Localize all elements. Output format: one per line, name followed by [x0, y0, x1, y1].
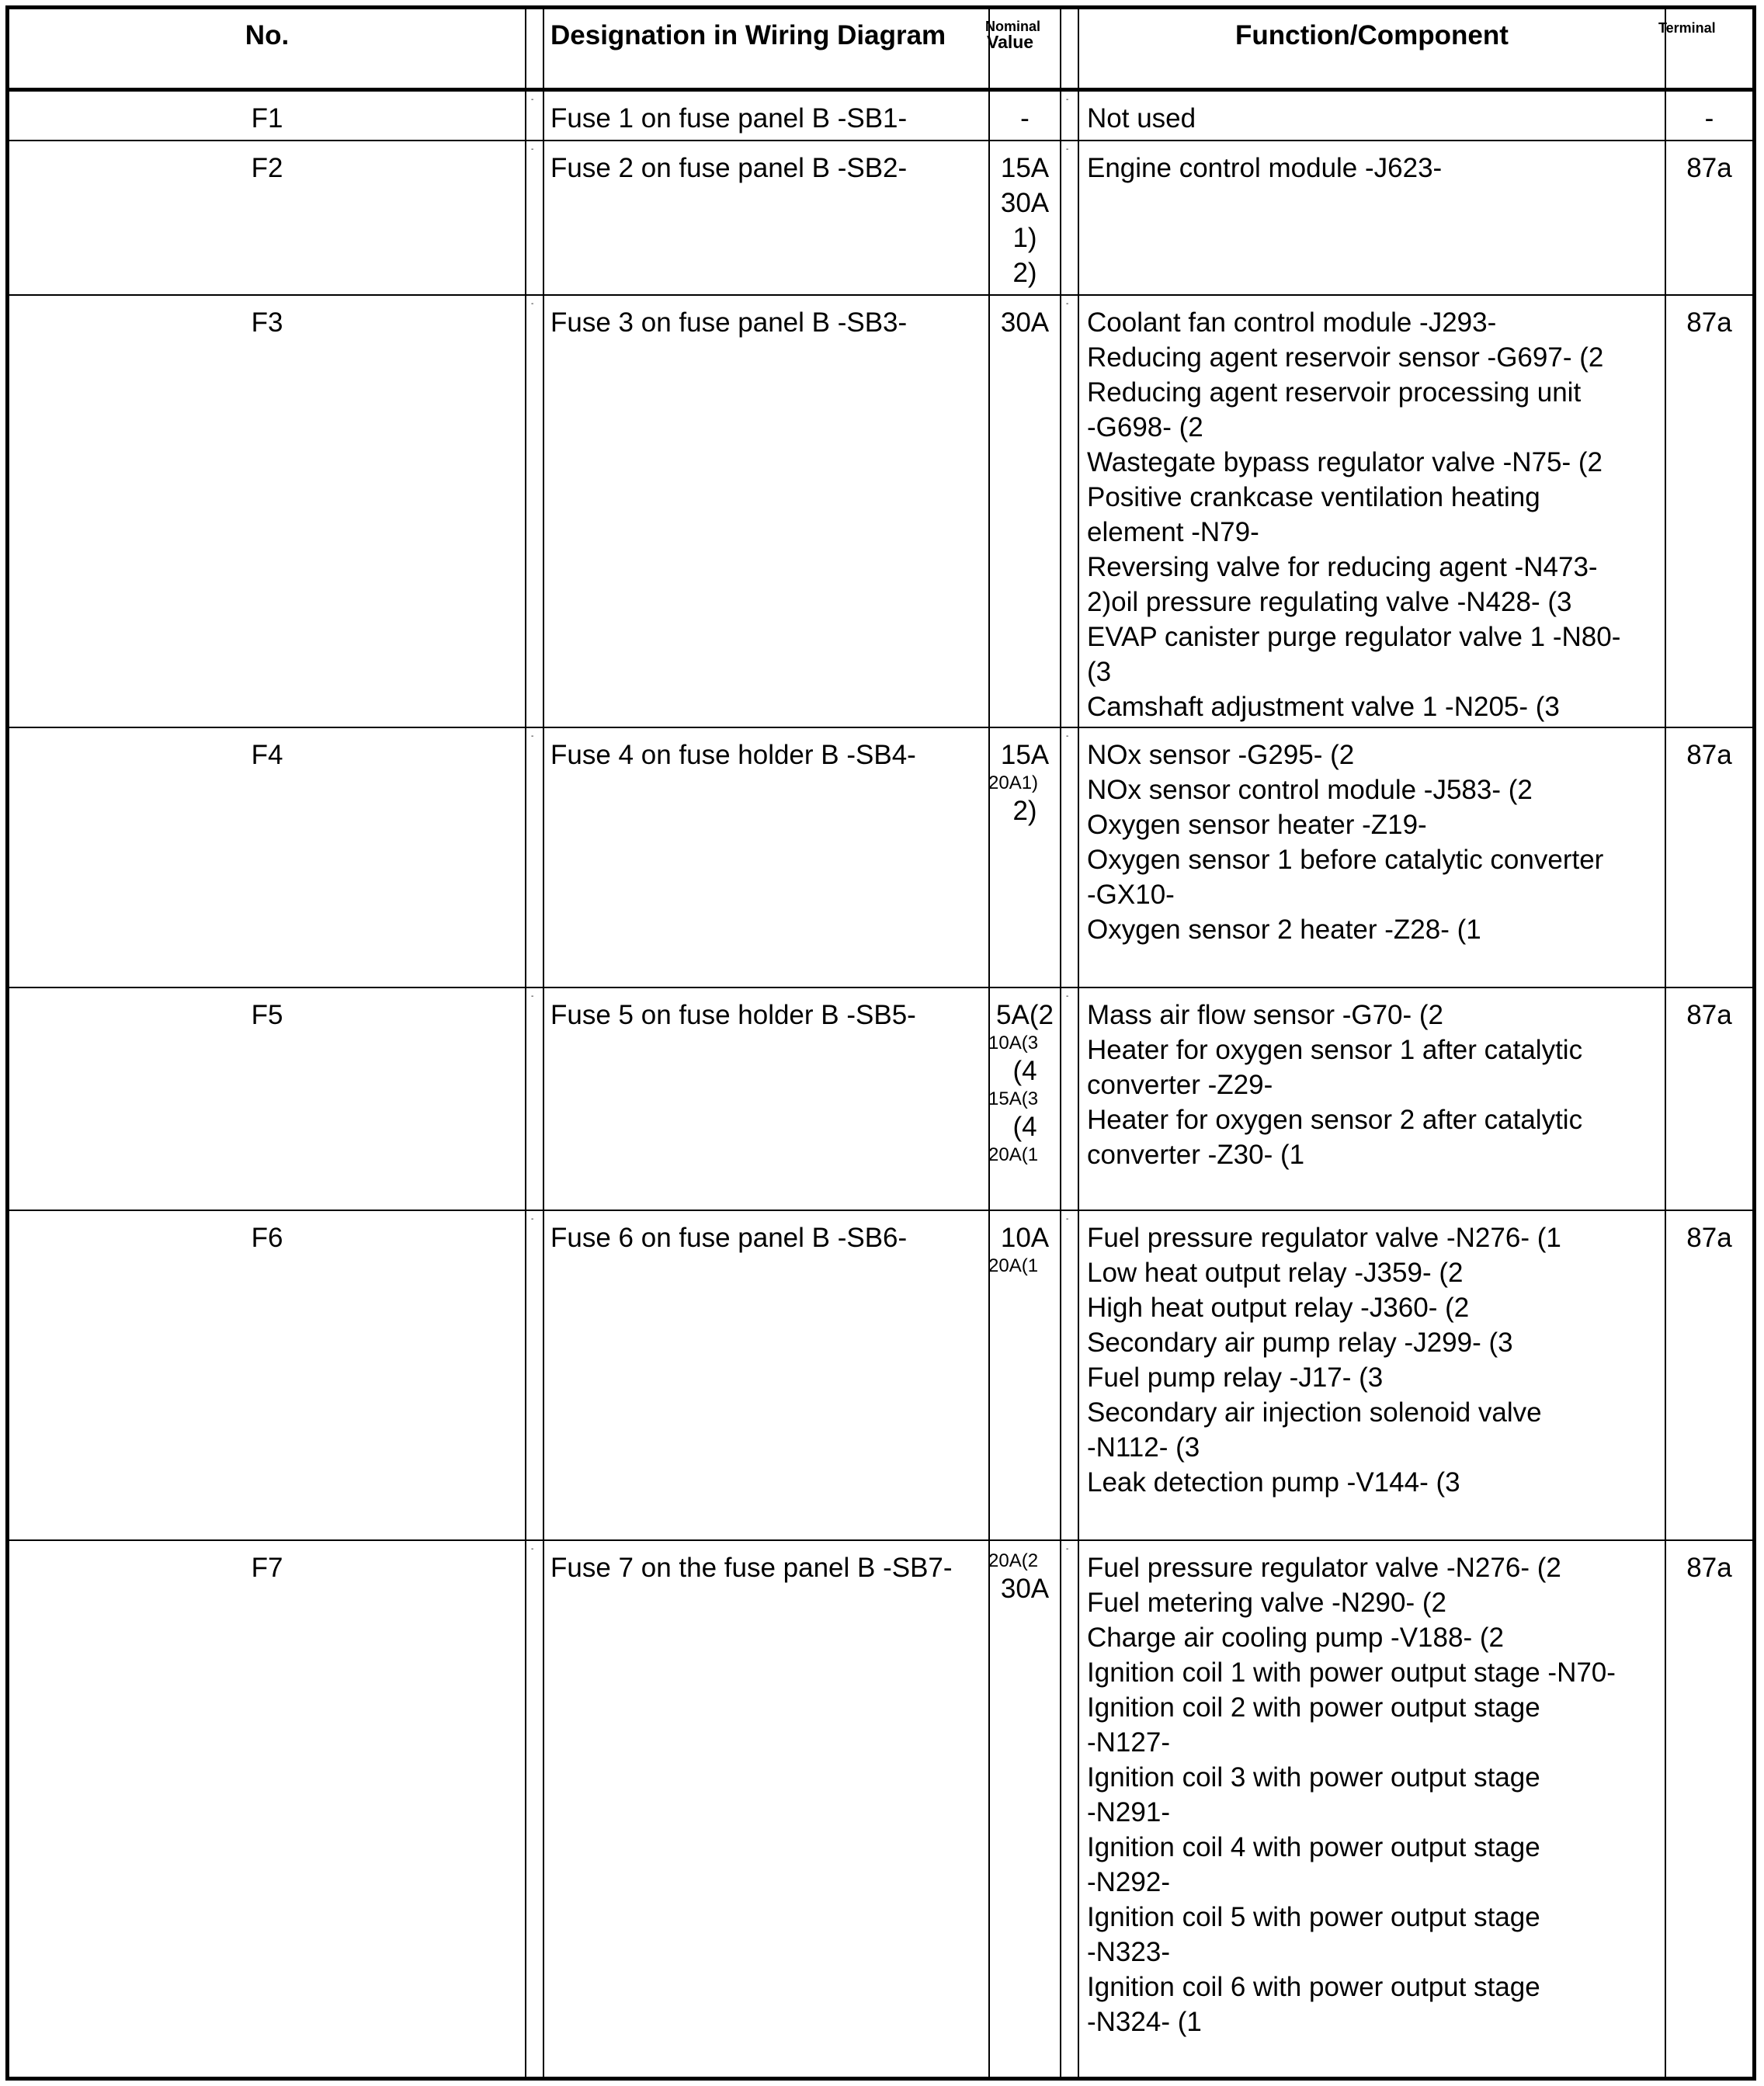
fuse-number: F3: [251, 307, 283, 338]
nominal-value: 20A(2: [988, 1550, 1039, 1571]
nominal-value-list: [990, 738, 1060, 828]
fuse-number: F2: [251, 153, 283, 183]
function-component-line: Camshaft adjustment valve 1 -N205- (3: [1087, 692, 1560, 722]
function-component-line: 2)oil pressure regulating valve -N428- (3: [1087, 587, 1572, 617]
nominal-value: (4: [1012, 1112, 1037, 1142]
function-component-line: converter -Z30- (1: [1087, 1140, 1305, 1170]
cell-no: [9, 141, 526, 296]
spacer-mark: -: [1066, 300, 1069, 308]
terminal-value: 87a: [1686, 740, 1732, 770]
nominal-value: 20A(1: [988, 1144, 1039, 1165]
cell-function: [1079, 92, 1666, 141]
nominal-value-list: [990, 998, 1060, 1165]
function-component-line: Heater for oxygen sensor 2 after catalytic: [1087, 1105, 1583, 1135]
fuse-number: F7: [251, 1553, 283, 1583]
function-component-line: -N323-: [1087, 1937, 1170, 1967]
function-component-line: Coolant fan control module -J293-: [1087, 307, 1497, 338]
spacer-mark: -: [531, 300, 534, 308]
terminal-value: 87a: [1686, 307, 1732, 338]
nominal-value: 2): [1012, 796, 1037, 826]
header-function-label: Function/Component: [1235, 20, 1509, 50]
cell-nominal-value: [990, 728, 1061, 988]
header-nominal-line1: Nominal: [985, 19, 1041, 34]
function-component-line: Reducing agent reservoir processing unit: [1087, 377, 1582, 408]
function-component-line: Engine control module -J623-: [1087, 153, 1443, 183]
cell-function: [1079, 141, 1666, 296]
cell-nominal-value: [990, 296, 1061, 728]
function-component-line: -GX10-: [1087, 880, 1175, 910]
function-component-line: Wastegate bypass regulator valve -N75- (2: [1087, 447, 1603, 477]
nominal-value-list: [990, 151, 1060, 290]
nominal-value: -: [1020, 103, 1030, 134]
function-component-line: Low heat output relay -J359- (2: [1087, 1258, 1464, 1288]
nominal-value: 30A: [1000, 307, 1050, 338]
function-component-line: NOx sensor -G295- (2: [1087, 740, 1355, 770]
fuse-designation: Fuse 3 on fuse panel B -SB3-: [550, 307, 908, 338]
function-component-line: Ignition coil 5 with power output stage: [1087, 1902, 1540, 1932]
function-component-line: NOx sensor control module -J583- (2: [1087, 775, 1533, 805]
cell-no: [9, 296, 526, 728]
function-component-line: Oxygen sensor 1 before catalytic converter: [1087, 845, 1604, 875]
header-designation-label: Designation in Wiring Diagram: [550, 20, 946, 50]
terminal-value: 87a: [1686, 1000, 1732, 1030]
nominal-value: 10A(3: [988, 1033, 1039, 1053]
function-component-line: Ignition coil 2 with power output stage: [1087, 1692, 1540, 1723]
function-component-line: Secondary air injection solenoid valve: [1087, 1397, 1542, 1428]
terminal-value: -: [1704, 103, 1714, 134]
function-component-line: Fuel pump relay -J17- (3: [1087, 1362, 1384, 1393]
cell-terminal: [1666, 1211, 1752, 1541]
header-nominal-line2: Value: [987, 32, 1034, 52]
cell-spacer-1: [526, 296, 544, 728]
function-component-line: -N291-: [1087, 1797, 1170, 1827]
cell-function: [1079, 988, 1666, 1211]
function-component-line: converter -Z29-: [1087, 1070, 1273, 1100]
function-component-line: Reducing agent reservoir sensor -G697- (2: [1087, 342, 1604, 373]
cell-spacer-1: [526, 92, 544, 141]
nominal-value: 5A(2: [996, 1000, 1054, 1030]
header-no-label: No.: [245, 20, 290, 50]
fuse-designation: Fuse 1 on fuse panel B -SB1-: [550, 103, 908, 134]
cell-nominal-value: [990, 92, 1061, 141]
function-component-line: Fuel pressure regulator valve -N276- (2: [1087, 1553, 1561, 1583]
function-component-line: Not used: [1087, 103, 1196, 134]
header-terminal-label: Terminal: [1658, 20, 1716, 36]
nominal-value: 30A: [1000, 188, 1050, 218]
function-component-line: (3: [1087, 657, 1112, 687]
cell-terminal: [1666, 141, 1752, 296]
cell-terminal: [1666, 1541, 1752, 2077]
function-component-line: Mass air flow sensor -G70- (2: [1087, 1000, 1444, 1030]
function-component-line: -N112- (3: [1087, 1432, 1200, 1463]
function-list: [1087, 1220, 1561, 1500]
spacer-mark: -: [531, 992, 534, 1001]
function-component-line: High heat output relay -J360- (2: [1087, 1293, 1470, 1323]
fuse-designation: Fuse 4 on fuse holder B -SB4-: [550, 740, 916, 770]
nominal-value: 15A(3: [988, 1088, 1039, 1109]
function-component-line: Leak detection pump -V144- (3: [1087, 1467, 1460, 1498]
cell-spacer-2: [1061, 92, 1079, 141]
nominal-value-list: [990, 101, 1060, 136]
cell-terminal: [1666, 296, 1752, 728]
cell-function: [1079, 296, 1666, 728]
cell-no: [9, 92, 526, 141]
cell-spacer-2: [1061, 1541, 1079, 2077]
cell-designation: [544, 141, 990, 296]
function-component-line: Heater for oxygen sensor 1 after catalytic: [1087, 1035, 1583, 1065]
spacer-mark: -: [1066, 1215, 1069, 1223]
cell-no: [9, 1541, 526, 2077]
terminal-value: 87a: [1686, 1223, 1732, 1253]
cell-designation: [544, 296, 990, 728]
cell-spacer-2: [1061, 988, 1079, 1211]
cell-spacer-1: [526, 1211, 544, 1541]
function-component-line: -G698- (2: [1087, 412, 1203, 443]
nominal-value: (4: [1012, 1056, 1037, 1086]
header-no: [9, 9, 526, 92]
function-component-line: Fuel pressure regulator valve -N276- (1: [1087, 1223, 1561, 1253]
terminal-value: 87a: [1686, 153, 1732, 183]
function-component-line: element -N79-: [1087, 517, 1259, 547]
fuse-designation: Fuse 5 on fuse holder B -SB5-: [550, 1000, 916, 1030]
function-component-line: Secondary air pump relay -J299- (3: [1087, 1328, 1513, 1358]
function-list: [1087, 1550, 1616, 2039]
header-function: [1079, 9, 1666, 92]
fuse-number: F1: [251, 103, 283, 134]
nominal-value: 15A: [1000, 153, 1050, 183]
cell-spacer-2: [1061, 141, 1079, 296]
nominal-value: 2): [1012, 258, 1037, 288]
function-component-line: Fuel metering valve -N290- (2: [1087, 1588, 1446, 1618]
spacer-mark: -: [1066, 145, 1069, 154]
nominal-value-list: [990, 1550, 1060, 1606]
nominal-value: 1): [1012, 223, 1037, 253]
nominal-value-list: [990, 305, 1060, 340]
cell-nominal-value: [990, 1541, 1061, 2077]
cell-function: [1079, 728, 1666, 988]
function-list: [1087, 998, 1582, 1172]
function-component-line: -N324- (1: [1087, 2007, 1202, 2037]
cell-function: [1079, 1211, 1666, 1541]
header-spacer-2: [1061, 9, 1079, 92]
spacer-mark: -: [531, 1545, 534, 1553]
header-designation: [544, 9, 990, 92]
nominal-value: 15A: [1000, 740, 1050, 770]
fuse-designation: Fuse 6 on fuse panel B -SB6-: [550, 1223, 908, 1253]
cell-designation: [544, 92, 990, 141]
spacer-mark: -: [1066, 1545, 1069, 1553]
fuse-table: [5, 5, 1756, 2081]
cell-designation: [544, 988, 990, 1211]
function-component-line: Reversing valve for reducing agent -N473-: [1087, 552, 1598, 582]
header-nominal-value: [985, 9, 1061, 92]
cell-designation: [544, 728, 990, 988]
cell-spacer-1: [526, 1541, 544, 2077]
cell-spacer-2: [1061, 728, 1079, 988]
cell-terminal: [1666, 728, 1752, 988]
function-component-line: Positive crankcase ventilation heating: [1087, 482, 1540, 512]
cell-spacer-2: [1061, 1211, 1079, 1541]
header-spacer-1: [526, 9, 544, 92]
spacer-mark: -: [531, 145, 534, 154]
spacer-mark: -: [1066, 95, 1069, 104]
function-component-line: Oxygen sensor heater -Z19-: [1087, 810, 1427, 840]
nominal-value: 10A: [1000, 1223, 1050, 1253]
cell-terminal: [1666, 988, 1752, 1211]
spacer-mark: -: [531, 1215, 534, 1223]
terminal-value: 87a: [1686, 1553, 1732, 1583]
function-component-line: -N127-: [1087, 1727, 1170, 1758]
cell-function: [1079, 1541, 1666, 2077]
cell-designation: [544, 1541, 990, 2077]
cell-designation: [544, 1211, 990, 1541]
cell-no: [9, 728, 526, 988]
cell-no: [9, 1211, 526, 1541]
function-list: [1087, 305, 1620, 724]
cell-spacer-1: [526, 728, 544, 988]
function-component-line: Ignition coil 1 with power output stage -N70-: [1087, 1657, 1616, 1688]
header-nominal-value-label: [985, 19, 1040, 50]
function-component-line: Ignition coil 4 with power output stage: [1087, 1832, 1540, 1862]
spacer-mark: -: [531, 732, 534, 741]
cell-nominal-value: [990, 988, 1061, 1211]
function-list: [1087, 101, 1196, 136]
function-component-line: Ignition coil 6 with power output stage: [1087, 1972, 1540, 2002]
function-list: [1087, 738, 1603, 947]
cell-nominal-value: [990, 1211, 1061, 1541]
function-component-line: EVAP canister purge regulator valve 1 -N80-: [1087, 622, 1621, 652]
header-terminal: [1658, 9, 1752, 92]
spacer-mark: -: [1066, 992, 1069, 1001]
spacer-mark: -: [1066, 732, 1069, 741]
spacer-mark: -: [531, 95, 534, 104]
function-component-line: Ignition coil 3 with power output stage: [1087, 1762, 1540, 1793]
nominal-value-list: [990, 1220, 1060, 1276]
nominal-value: 30A: [1000, 1574, 1050, 1604]
function-list: [1087, 151, 1442, 186]
fuse-number: F6: [251, 1223, 283, 1253]
nominal-value: 20A1): [988, 772, 1039, 793]
cell-spacer-1: [526, 141, 544, 296]
nominal-value: 20A(1: [988, 1255, 1039, 1276]
cell-no: [9, 988, 526, 1211]
fuse-number: F4: [251, 740, 283, 770]
function-component-line: Oxygen sensor 2 heater -Z28- (1: [1087, 915, 1481, 945]
function-component-line: Charge air cooling pump -V188- (2: [1087, 1623, 1504, 1653]
cell-spacer-1: [526, 988, 544, 1211]
function-component-line: -N292-: [1087, 1867, 1170, 1897]
cell-spacer-2: [1061, 296, 1079, 728]
fuse-designation: Fuse 2 on fuse panel B -SB2-: [550, 153, 908, 183]
cell-nominal-value: [990, 141, 1061, 296]
fuse-number: F5: [251, 1000, 283, 1030]
cell-terminal: [1666, 92, 1752, 141]
fuse-designation: Fuse 7 on the fuse panel B -SB7-: [550, 1553, 953, 1583]
